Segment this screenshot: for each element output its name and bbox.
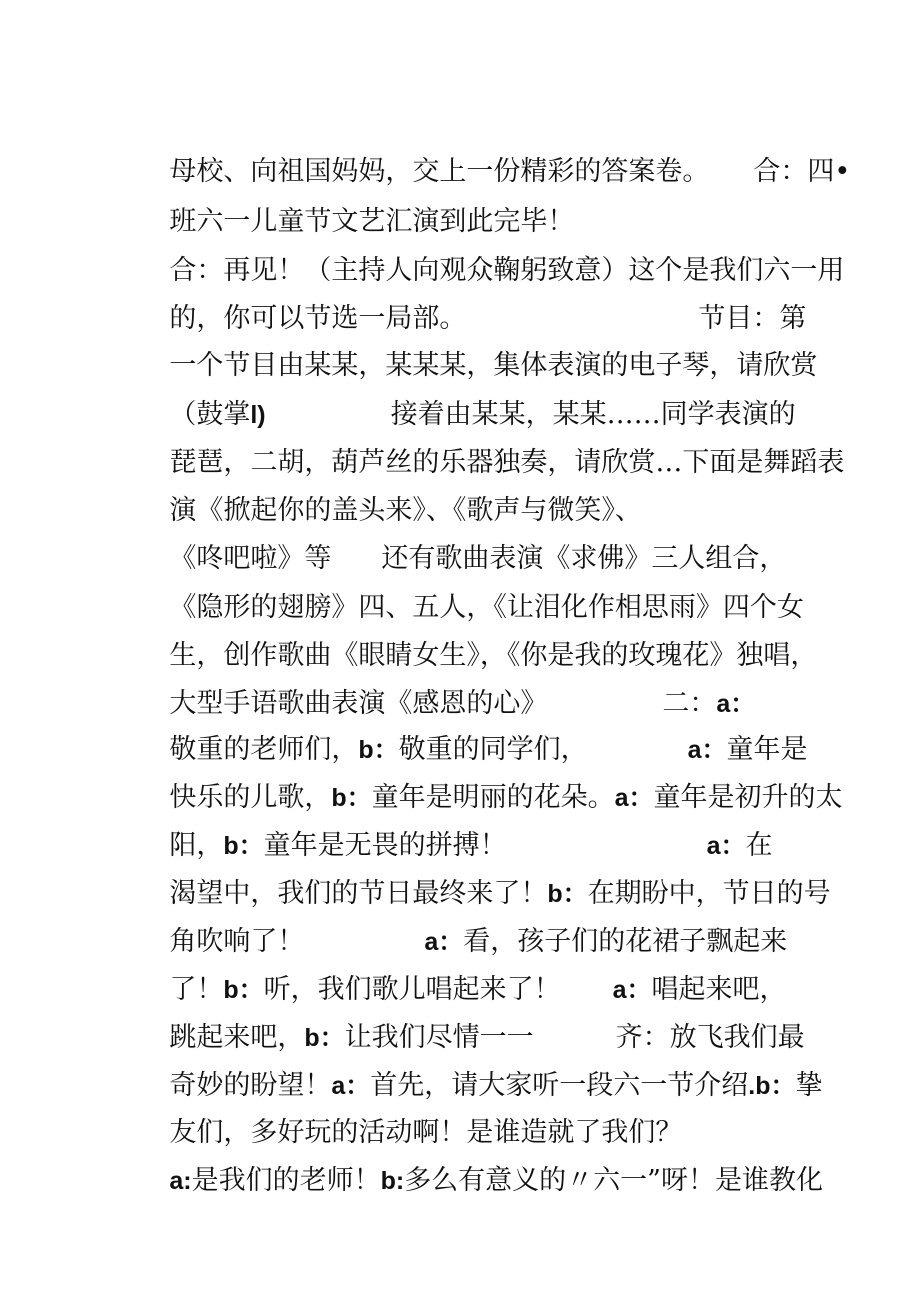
text-line bbox=[135, 1026, 823, 1101]
text-line bbox=[135, 306, 818, 381]
text-segment: 了！ bbox=[169, 974, 224, 1005]
text-segment: b: bbox=[380, 1167, 405, 1195]
text-segment: 是我们的老师！ bbox=[191, 1165, 381, 1196]
text-segment: 母校、向祖国妈妈，交上一份精彩的答案卷。 bbox=[169, 156, 710, 187]
text-segment: a： bbox=[716, 690, 756, 718]
text-segment: b： bbox=[547, 880, 588, 908]
text-segment: 还有歌曲表演《求佛》三人组合， bbox=[381, 543, 787, 574]
text-segment: 让我们尽情一一 bbox=[344, 1022, 534, 1053]
text-segment: 节目：第 bbox=[698, 303, 807, 334]
text-line bbox=[135, 834, 831, 909]
text-segment: 阳， bbox=[169, 830, 224, 861]
text-segment: 首先，请大家听一段六一节介绍 bbox=[370, 1070, 749, 1101]
text-segment: a： bbox=[687, 736, 727, 764]
text-segment: 角吹响了！ bbox=[169, 926, 305, 957]
text-line bbox=[135, 451, 642, 526]
text-segment: 合：再见！（主持人向观众鞠躬致意）这个是我们六一用 bbox=[169, 255, 845, 286]
text-segment: 敬重的同学们， bbox=[398, 734, 588, 765]
text-segment: 班六一儿童节文艺汇演到此完毕！ bbox=[169, 206, 575, 237]
text-segment: 渴望中，我们的节日最终来了！ bbox=[169, 878, 548, 909]
text-segment: b： bbox=[358, 736, 399, 764]
text-line bbox=[135, 355, 796, 430]
text-segment: a： bbox=[612, 976, 652, 1004]
text-line bbox=[135, 1073, 683, 1148]
text-line bbox=[135, 596, 818, 671]
text-line bbox=[135, 112, 851, 187]
text-segment: 看，孩子们的花裙子飘起来 bbox=[463, 926, 788, 957]
text-line bbox=[135, 786, 773, 861]
text-segment: 接着由某某，某某……同学表演的 bbox=[390, 399, 796, 430]
text-segment: 二： bbox=[662, 688, 717, 719]
text-line bbox=[135, 548, 804, 623]
text-segment: 在期盼中，节日的号 bbox=[587, 878, 831, 909]
text-segment: .b： bbox=[748, 1072, 796, 1100]
text-segment: b： bbox=[223, 976, 264, 1004]
text-segment: 琵琶，二胡，葫芦丝的乐器独奏，请欣赏…下面是舞蹈表 bbox=[169, 447, 845, 478]
text-line bbox=[135, 211, 845, 286]
text-segment: 童年是 bbox=[726, 734, 808, 765]
text-segment: 合：四• bbox=[753, 156, 851, 187]
text-line bbox=[135, 403, 845, 478]
text-segment: 演《掀起你的盖头来》、《歌声与微笑》、 bbox=[169, 495, 642, 526]
text-segment: 快乐的儿歌， bbox=[169, 782, 332, 813]
text-segment: 大型手语歌曲表演《感恩的心》 bbox=[169, 688, 548, 719]
text-line bbox=[135, 882, 788, 957]
text-segment: 多么有意义的〃六一”呀！是谁教化 bbox=[404, 1165, 823, 1196]
text-segment: 《隐形的翅膀》四、五人，《让泪化作相思雨》四个女 bbox=[169, 592, 804, 623]
text-segment: a： bbox=[424, 928, 464, 956]
text-segment: 童年是初升的太 bbox=[653, 782, 843, 813]
text-segment: 童年是无畏的拼搏！ bbox=[263, 830, 507, 861]
text-segment: 在 bbox=[745, 830, 773, 861]
text-line bbox=[135, 259, 807, 334]
text-segment: 挚 bbox=[795, 1070, 823, 1101]
text-segment: b： bbox=[331, 784, 372, 812]
text-segment: 一个节目由某某，某某某，集体表演的电子琴，请欣赏 bbox=[169, 350, 818, 381]
text-segment: （鼓掌 bbox=[169, 399, 251, 430]
text-segment: a： bbox=[614, 784, 654, 812]
text-segment: 《咚吧啦》等 bbox=[169, 543, 332, 574]
text-segment: 敬重的老师们， bbox=[169, 734, 359, 765]
text-segment: 的，你可以节选一局部。 bbox=[169, 303, 467, 334]
text-segment: 听，我们歌儿唱起来了！ bbox=[263, 974, 561, 1005]
text-line bbox=[135, 690, 808, 765]
text-segment: a： bbox=[706, 832, 746, 860]
text-segment: 童年是明丽的花朵。 bbox=[371, 782, 615, 813]
text-segment: a: bbox=[169, 1167, 192, 1195]
text-line bbox=[135, 930, 787, 1005]
text-segment: l) bbox=[250, 401, 266, 429]
text-line bbox=[135, 978, 805, 1053]
text-segment: 生，创作歌曲《眼睛女生》，《你是我的玫瑰花》独唱， bbox=[169, 640, 818, 671]
text-segment: 唱起来吧， bbox=[651, 974, 787, 1005]
text-segment: 奇妙的盼望！ bbox=[169, 1070, 332, 1101]
text-line bbox=[135, 1121, 823, 1196]
text-line bbox=[135, 644, 756, 719]
text-line bbox=[135, 738, 843, 813]
text-segment: a： bbox=[331, 1072, 371, 1100]
text-segment: b： bbox=[223, 832, 264, 860]
text-segment: 齐：放飞我们最 bbox=[615, 1022, 805, 1053]
text-line bbox=[135, 499, 787, 574]
text-segment: 跳起来吧， bbox=[169, 1022, 305, 1053]
text-segment: b： bbox=[304, 1024, 345, 1052]
text-line bbox=[135, 162, 575, 237]
text-segment: 友们，多好玩的活动啊！是谁造就了我们？ bbox=[169, 1117, 683, 1148]
